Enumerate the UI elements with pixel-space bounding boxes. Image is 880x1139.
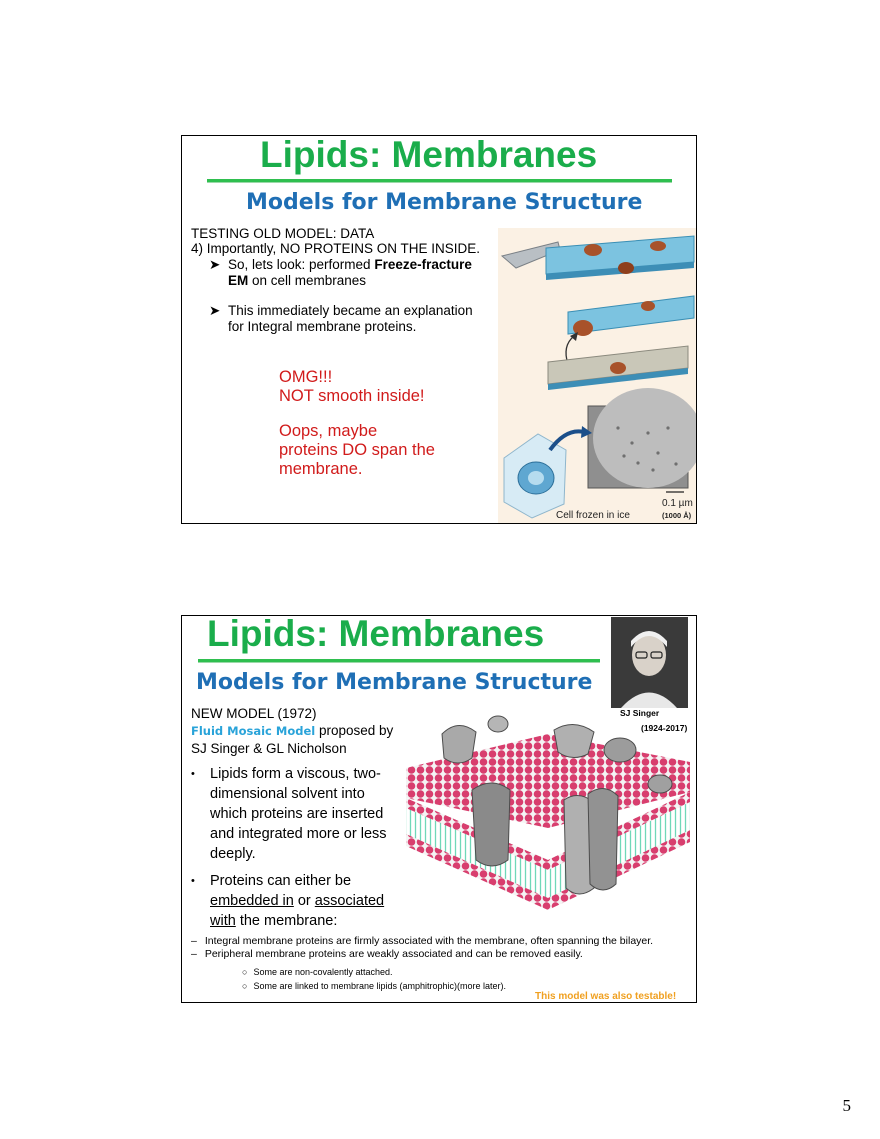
bullet-integral-explanation [209, 303, 509, 334]
bullet-bold-em: EM [228, 273, 249, 288]
bullet-line: deeply. [210, 846, 256, 862]
omg-line-1: OMG!!! [279, 368, 333, 386]
integral-text: Integral membrane proteins are firmly associated with the membrane, often spanning the bilayer. [204, 935, 654, 947]
membrane-text: the membrane: [235, 913, 338, 929]
fluid-mosaic-figure [398, 710, 697, 934]
scale-note: (1000 Å) [662, 511, 692, 520]
slide-2-subtitle: Models for Membrane Structure [196, 670, 593, 695]
slide-1-title: Lipids: Membranes [260, 135, 598, 175]
bullet-line: Proteins can either be [210, 873, 352, 889]
bullet-line: dimensional solvent into [210, 786, 365, 802]
old-model-heading: TESTING OLD MODEL: DATA [191, 226, 375, 241]
bullet-line-1: This immediately became an explanation [228, 303, 473, 318]
singer-portrait [611, 617, 688, 708]
omg-note [279, 368, 425, 406]
title-underline [207, 179, 672, 183]
new-model-heading: NEW MODEL (1972) [191, 706, 317, 721]
dash-bullet: – [191, 935, 197, 947]
portrait-name: SJ Singer [620, 708, 660, 718]
oops-line-3: membrane. [279, 460, 363, 478]
freeze-fracture-figure [498, 228, 697, 524]
sub-bullet-amphitrophic [242, 979, 506, 993]
authors-line: SJ Singer & GL Nicholson [191, 741, 347, 756]
slide-2 [181, 615, 697, 1003]
proposed-line [191, 723, 393, 739]
dot-bullet-icon: • [191, 875, 195, 887]
sub-bullet-noncovalent [242, 965, 393, 979]
bullet-text: So, lets look: performed [228, 257, 375, 272]
portrait-years: (1924-2017) [641, 723, 688, 733]
with-term: with [210, 913, 236, 929]
avatar [611, 617, 688, 708]
arrow-bullet-icon: ➤ [209, 257, 221, 272]
sub-text: Some are non-covalently attached. [253, 967, 393, 977]
dash-bullet: – [191, 948, 197, 960]
title-underline [198, 659, 600, 663]
dot-bullet-icon: • [191, 768, 195, 780]
or-text: or [293, 893, 315, 909]
oops-line-2: proteins DO span the [279, 441, 435, 459]
bullet-freeze-fracture [209, 257, 509, 288]
circle-bullet-icon: ○ [242, 967, 248, 977]
fluid-mosaic-label: Fluid Mosaic Model [191, 724, 316, 738]
omg-line-2: NOT smooth inside! [279, 387, 425, 405]
arrow-bullet-icon: ➤ [209, 303, 221, 318]
bullet-line: Lipids form a viscous, two- [210, 766, 381, 782]
associated-term: associated [314, 893, 385, 909]
proposed-by-text: proposed by [315, 723, 394, 738]
peripheral-text: Peripheral membrane proteins are weakly associated and can be removed easily. [204, 948, 583, 960]
testable-note: This model was also testable! [535, 991, 677, 1002]
slide-1-subtitle: Models for Membrane Structure [246, 190, 643, 215]
bullet-line-2: for Integral membrane proteins. [228, 319, 417, 334]
oops-note [279, 422, 435, 479]
bullet-line: and integrated more or less [210, 826, 387, 842]
slide-1 [181, 135, 697, 524]
bullet-bold: Freeze-fracture [374, 257, 472, 272]
no-proteins-line: 4) Importantly, NO PROTEINS ON THE INSIDE. [191, 241, 481, 256]
bullet-text-suffix: on cell membranes [248, 273, 367, 288]
figure-caption: Cell frozen in ice [556, 510, 630, 521]
oops-line-1: Oops, maybe [279, 422, 378, 440]
sub-text: Some are linked to membrane lipids (amphitrophic)(more later). [253, 981, 507, 991]
embedded-term: embedded in [210, 893, 294, 909]
slide-2-title: Lipids: Membranes [207, 615, 545, 654]
scale-label: 0.1 µm [662, 498, 693, 509]
bullet-line: which proteins are inserted [210, 806, 384, 822]
peripheral-line [191, 947, 583, 962]
circle-bullet-icon: ○ [242, 981, 248, 991]
page-number: 5 [842, 1096, 851, 1115]
